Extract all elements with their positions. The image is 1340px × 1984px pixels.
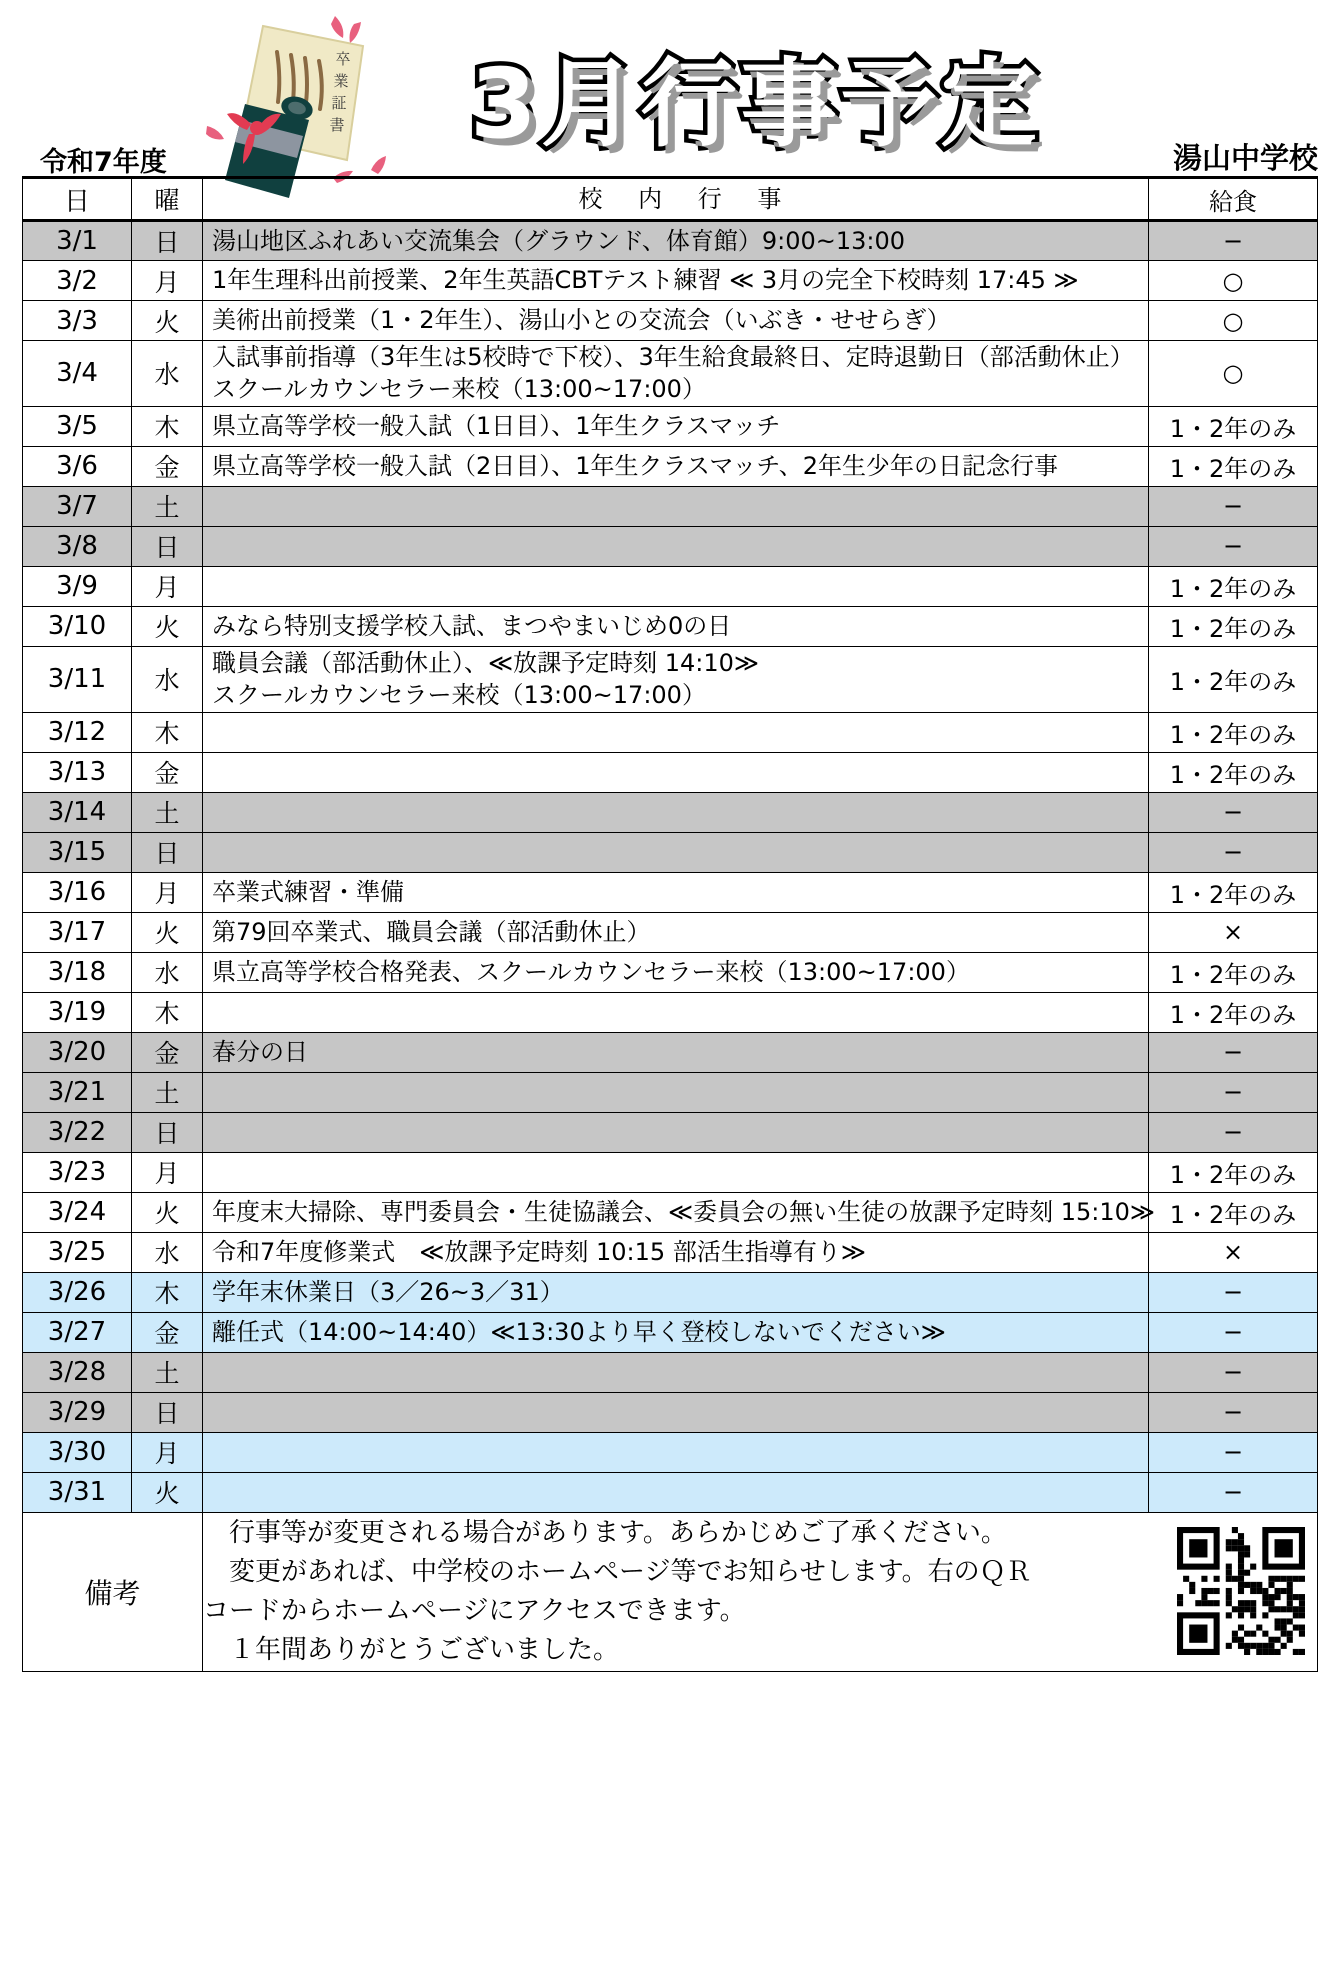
table-row	[23, 752, 1318, 792]
cell-day: 3/13	[23, 752, 132, 792]
cell-weekday: 土	[132, 1352, 203, 1392]
cell-events	[203, 526, 1149, 566]
table-row	[23, 872, 1318, 912]
cell-weekday: 金	[132, 1312, 203, 1352]
cell-lunch: ○	[1149, 261, 1318, 301]
cell-day: 3/18	[23, 952, 132, 992]
cell-events	[203, 1112, 1149, 1152]
event-text: 職員会議（部活動休止）、≪放課予定時刻 14:10≫	[212, 648, 760, 677]
event-text: 離任式（14:00~14:40）≪13:30より早く登校しないでください≫	[212, 1317, 946, 1346]
event-text: 令和7年度修業式 ≪放課予定時刻 10:15 部活生指導有り≫	[212, 1237, 866, 1266]
svg-text:卒: 卒	[335, 50, 351, 68]
cell-lunch: ×	[1149, 1232, 1318, 1272]
table-row	[23, 646, 1318, 712]
cell-weekday: 木	[132, 406, 203, 446]
cell-lunch: −	[1149, 1432, 1318, 1472]
column-header-events: 校 内 行 事	[203, 178, 1149, 221]
column-header-day: 日	[23, 178, 132, 221]
table-row	[23, 486, 1318, 526]
event-text: スクールカウンセラー来校（13:00~17:00）	[212, 375, 706, 404]
cell-weekday: 火	[132, 1472, 203, 1512]
cell-day: 3/27	[23, 1312, 132, 1352]
cell-events	[203, 1192, 1156, 1232]
cell-lunch: −	[1149, 221, 1318, 261]
cell-lunch: 1・2年のみ	[1149, 1192, 1318, 1232]
event-text: 学年末休業日（3／26~3／31）	[212, 1277, 564, 1306]
cell-weekday: 日	[132, 1392, 203, 1432]
cell-lunch: −	[1149, 1392, 1318, 1432]
table-row	[23, 1152, 1318, 1192]
remarks-line: １年間ありがとうございました。	[229, 1634, 620, 1665]
cell-day: 3/15	[23, 832, 132, 872]
cell-lunch: 1・2年のみ	[1149, 872, 1318, 912]
cell-events	[203, 1152, 1149, 1192]
cell-weekday: 火	[132, 606, 203, 646]
svg-text:証: 証	[331, 94, 347, 112]
cell-events	[203, 646, 1149, 712]
cell-lunch: 1・2年のみ	[1149, 406, 1318, 446]
cell-weekday: 土	[132, 792, 203, 832]
event-text: 卒業式練習・準備	[212, 877, 404, 906]
svg-text:書: 書	[329, 116, 345, 134]
cell-day: 3/7	[23, 486, 132, 526]
event-text: みなら特別支援学校入試、まつやまいじめ0の日	[212, 612, 732, 641]
cell-weekday: 木	[132, 712, 203, 752]
table-row	[23, 606, 1318, 646]
cell-lunch: −	[1149, 1472, 1318, 1512]
table-row	[23, 912, 1318, 952]
cell-lunch: ○	[1149, 341, 1318, 407]
cell-lunch: 1・2年のみ	[1149, 1152, 1318, 1192]
cell-day: 3/2	[23, 261, 132, 301]
cell-lunch: −	[1149, 1312, 1318, 1352]
cell-lunch: 1・2年のみ	[1149, 712, 1318, 752]
cell-day: 3/20	[23, 1032, 132, 1072]
cell-day: 3/3	[23, 301, 132, 341]
table-body	[23, 221, 1318, 1672]
cell-day: 3/31	[23, 1472, 132, 1512]
table-row	[23, 1272, 1318, 1312]
remarks-line: 行事等が変更される場合があります。あらかじめご了承ください。	[229, 1517, 1007, 1548]
cell-weekday: 火	[132, 301, 203, 341]
table-row	[23, 261, 1318, 301]
table-row	[23, 446, 1318, 486]
table-row	[23, 566, 1318, 606]
cell-weekday: 金	[132, 446, 203, 486]
remarks-line: 変更があれば、中学校のホームページ等でお知らせします。右のＱＲ	[229, 1556, 1032, 1587]
cell-events	[203, 606, 1149, 646]
cell-events	[203, 872, 1149, 912]
cell-lunch: 1・2年のみ	[1149, 446, 1318, 486]
cell-day: 3/11	[23, 646, 132, 712]
cell-events	[203, 406, 1149, 446]
school-name-label: 湯山中学校	[1172, 141, 1318, 175]
event-text: 年度末大掃除、専門委員会・生徒協議会、≪委員会の無い生徒の放課予定時刻 15:10≫	[212, 1197, 1156, 1226]
cell-weekday: 水	[132, 1232, 203, 1272]
cell-events	[203, 1392, 1149, 1432]
cell-weekday: 土	[132, 486, 203, 526]
event-text: スクールカウンセラー来校（13:00~17:00）	[212, 681, 706, 710]
cell-events	[203, 486, 1149, 526]
cell-weekday: 日	[132, 221, 203, 261]
cell-lunch: −	[1149, 1272, 1318, 1312]
cell-lunch: −	[1149, 1072, 1318, 1112]
page-title: 3月行事予定	[470, 48, 1041, 160]
cell-lunch: −	[1149, 832, 1318, 872]
event-text: 第79回卒業式、職員会議（部活動休止）	[212, 917, 651, 946]
cell-lunch: 1・2年のみ	[1149, 952, 1318, 992]
cell-events	[203, 792, 1149, 832]
table-row	[23, 1112, 1318, 1152]
cell-events	[203, 992, 1149, 1032]
cell-events	[203, 912, 1149, 952]
cell-lunch: 1・2年のみ	[1149, 566, 1318, 606]
cell-day: 3/25	[23, 1232, 132, 1272]
table-row	[23, 1392, 1318, 1432]
cell-events	[203, 1272, 1149, 1312]
cell-events	[203, 832, 1149, 872]
cell-day: 3/22	[23, 1112, 132, 1152]
event-text: 春分の日	[212, 1037, 308, 1066]
cell-lunch: 1・2年のみ	[1149, 646, 1318, 712]
cell-day: 3/17	[23, 912, 132, 952]
cell-events	[203, 301, 1149, 341]
table-row	[23, 1072, 1318, 1112]
cell-lunch: 1・2年のみ	[1149, 992, 1318, 1032]
cell-events	[203, 446, 1149, 486]
table-row	[23, 832, 1318, 872]
event-text: 美術出前授業（1・2年生）、湯山小との交流会（いぶき・せせらぎ）	[212, 306, 951, 335]
cell-events	[203, 566, 1149, 606]
svg-text:業: 業	[333, 72, 349, 90]
cell-day: 3/1	[23, 221, 132, 261]
cell-day: 3/28	[23, 1352, 132, 1392]
cell-lunch: ×	[1149, 912, 1318, 952]
schedule-table	[22, 176, 1318, 1672]
remarks-body	[203, 1512, 1318, 1671]
table-header	[23, 178, 1318, 221]
cell-weekday: 水	[132, 341, 203, 407]
cell-lunch: −	[1149, 1032, 1318, 1072]
cell-weekday: 月	[132, 872, 203, 912]
cell-events	[203, 1312, 1149, 1352]
cell-day: 3/6	[23, 446, 132, 486]
event-text: 1年生理科出前授業、2年生英語CBTテスト練習 ≪ 3月の完全下校時刻 17:45 ≫	[212, 266, 1079, 295]
column-header-weekday: 曜	[132, 178, 203, 221]
cell-events	[203, 1232, 1149, 1272]
cell-weekday: 月	[132, 566, 203, 606]
cell-weekday: 木	[132, 1272, 203, 1312]
table-row	[23, 1032, 1318, 1072]
cell-events	[203, 952, 1149, 992]
cell-lunch: 1・2年のみ	[1149, 752, 1318, 792]
cell-events	[203, 752, 1149, 792]
table-row	[23, 406, 1318, 446]
cell-weekday: 金	[132, 752, 203, 792]
event-text: 県立高等学校一般入試（2日目）、1年生クラスマッチ、2年生少年の日記念行事	[212, 452, 1058, 481]
cell-events	[203, 1072, 1149, 1112]
cell-lunch: −	[1149, 486, 1318, 526]
cell-weekday: 水	[132, 952, 203, 992]
table-row	[23, 952, 1318, 992]
cell-day: 3/16	[23, 872, 132, 912]
column-header-lunch: 給食	[1149, 178, 1318, 221]
cell-events	[203, 1472, 1149, 1512]
event-text: 県立高等学校合格発表、スクールカウンセラー来校（13:00~17:00）	[212, 957, 970, 986]
cell-weekday: 土	[132, 1072, 203, 1112]
cell-day: 3/24	[23, 1192, 132, 1232]
table-row	[23, 301, 1318, 341]
cell-weekday: 日	[132, 832, 203, 872]
table-row	[23, 341, 1318, 407]
cell-weekday: 木	[132, 992, 203, 1032]
cell-day: 3/12	[23, 712, 132, 752]
cell-day: 3/19	[23, 992, 132, 1032]
event-text: 入試事前指導（3年生は5校時で下校）、3年生給食最終日、定時退勤日（部活動休止）	[212, 343, 1134, 371]
remarks-row	[23, 1512, 1318, 1671]
cell-weekday: 月	[132, 1432, 203, 1472]
cell-lunch: −	[1149, 1112, 1318, 1152]
event-text: 湯山地区ふれあい交流集会（グラウンド、体育館）9:00~13:00	[212, 226, 906, 255]
qr-code-icon	[1177, 1527, 1305, 1655]
cell-weekday: 火	[132, 912, 203, 952]
cell-events	[203, 1432, 1149, 1472]
graduation-diploma-illustration	[185, 8, 435, 198]
cell-day: 3/9	[23, 566, 132, 606]
cell-events	[203, 1352, 1149, 1392]
cell-weekday: 水	[132, 646, 203, 712]
cell-weekday: 月	[132, 261, 203, 301]
cell-weekday: 火	[132, 1192, 203, 1232]
header-row	[23, 178, 1318, 221]
table-row	[23, 1192, 1318, 1232]
cell-day: 3/5	[23, 406, 132, 446]
table-row	[23, 992, 1318, 1032]
cell-day: 3/21	[23, 1072, 132, 1112]
cell-day: 3/4	[23, 341, 132, 407]
cell-events	[203, 712, 1149, 752]
cell-lunch: −	[1149, 792, 1318, 832]
table-row	[23, 221, 1318, 261]
cell-day: 3/14	[23, 792, 132, 832]
cell-weekday: 月	[132, 1152, 203, 1192]
table-row	[23, 1472, 1318, 1512]
table-row	[23, 1312, 1318, 1352]
cell-day: 3/10	[23, 606, 132, 646]
cell-lunch: −	[1149, 1352, 1318, 1392]
cell-weekday: 金	[132, 1032, 203, 1072]
cell-events	[203, 261, 1149, 301]
table-row	[23, 712, 1318, 752]
cell-lunch: 1・2年のみ	[1149, 606, 1318, 646]
table-row	[23, 1432, 1318, 1472]
cell-events	[203, 1032, 1149, 1072]
cell-events	[203, 221, 1149, 261]
cell-events	[203, 341, 1149, 407]
remarks-label: 備考	[23, 1512, 203, 1671]
cell-day: 3/8	[23, 526, 132, 566]
cell-day: 3/23	[23, 1152, 132, 1192]
table-row	[23, 1352, 1318, 1392]
table-row	[23, 1232, 1318, 1272]
cell-weekday: 日	[132, 1112, 203, 1152]
school-year-label: 令和7年度	[40, 147, 167, 178]
cell-lunch: ○	[1149, 301, 1318, 341]
cell-lunch: −	[1149, 526, 1318, 566]
cell-weekday: 日	[132, 526, 203, 566]
cell-day: 3/29	[23, 1392, 132, 1432]
remarks-line: コードからホームページにアクセスできます。	[203, 1595, 746, 1626]
page-header	[0, 0, 1340, 205]
cell-day: 3/26	[23, 1272, 132, 1312]
event-text: 県立高等学校一般入試（1日目）、1年生クラスマッチ	[212, 412, 781, 441]
table-row	[23, 792, 1318, 832]
table-row	[23, 526, 1318, 566]
cell-day: 3/30	[23, 1432, 132, 1472]
